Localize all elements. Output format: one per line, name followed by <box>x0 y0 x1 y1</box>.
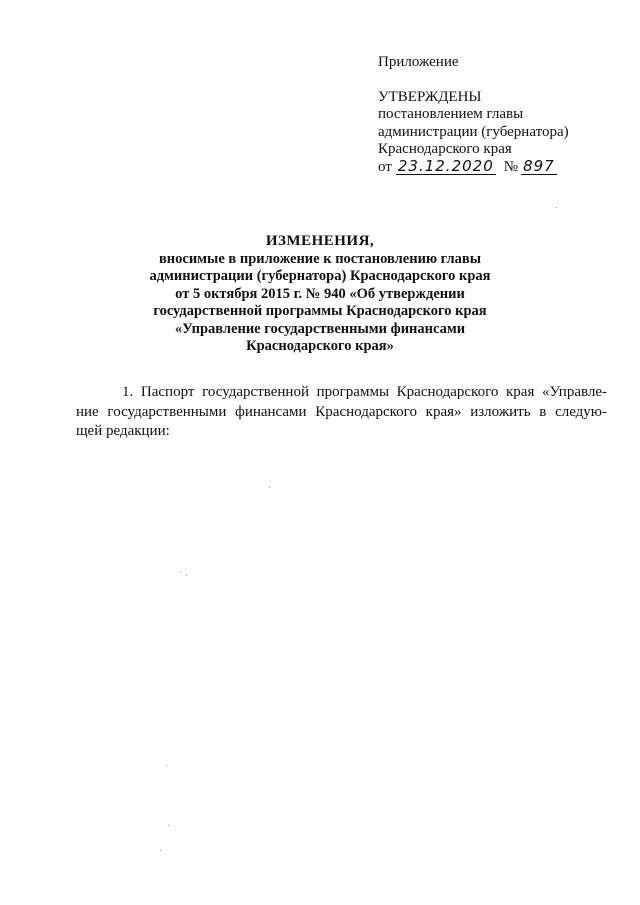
title-line-6: Краснодарского края» <box>246 338 394 354</box>
title-line-4: государственной программы Краснодарского края <box>153 303 487 319</box>
approved-label: УТВЕРЖДЕНЫ <box>378 88 482 105</box>
scan-speck <box>160 850 161 851</box>
title-line-5: «Управление государственными финансами <box>174 320 466 337</box>
scan-speck <box>186 575 187 576</box>
body-line-1: 1. Паспорт государственной программы Краснодарского края «Управле- <box>122 384 607 400</box>
scan-speck <box>556 207 557 208</box>
title-line-2: администрации (губернатора) Краснодарского края <box>149 268 491 284</box>
body-line-2: ние государственными финансами Краснодарского края» изложить в следую- <box>76 403 607 420</box>
title-heading: ИЗМЕНЕНИЯ, <box>265 233 375 249</box>
scan-speck <box>180 572 181 573</box>
body-paragraph <box>76 383 607 442</box>
approval-line-1: постановлением главы <box>378 106 524 122</box>
number-label: № <box>503 158 519 175</box>
approval-stamp-block <box>378 54 618 176</box>
approval-line-2: администрации (губернатора) <box>378 123 569 140</box>
approval-line-3: Краснодарского края <box>378 141 512 157</box>
title-line-1: вносимые в приложение к постановлению главы <box>158 250 482 267</box>
title-line-3: от 5 октября 2015 г. № 940 «Об утверждении <box>175 285 465 302</box>
approval-date-row <box>378 156 618 177</box>
handwritten-date: 23.12.2020 <box>397 156 494 175</box>
date-label: от <box>378 158 392 175</box>
handwritten-number: 897 <box>523 156 555 175</box>
body-line-3: щей редакции: <box>76 423 170 439</box>
document-title <box>120 233 520 356</box>
scan-speck <box>168 825 169 826</box>
appendix-label: Приложение <box>378 54 459 70</box>
scan-speck <box>269 487 270 488</box>
scan-speck <box>166 765 167 766</box>
